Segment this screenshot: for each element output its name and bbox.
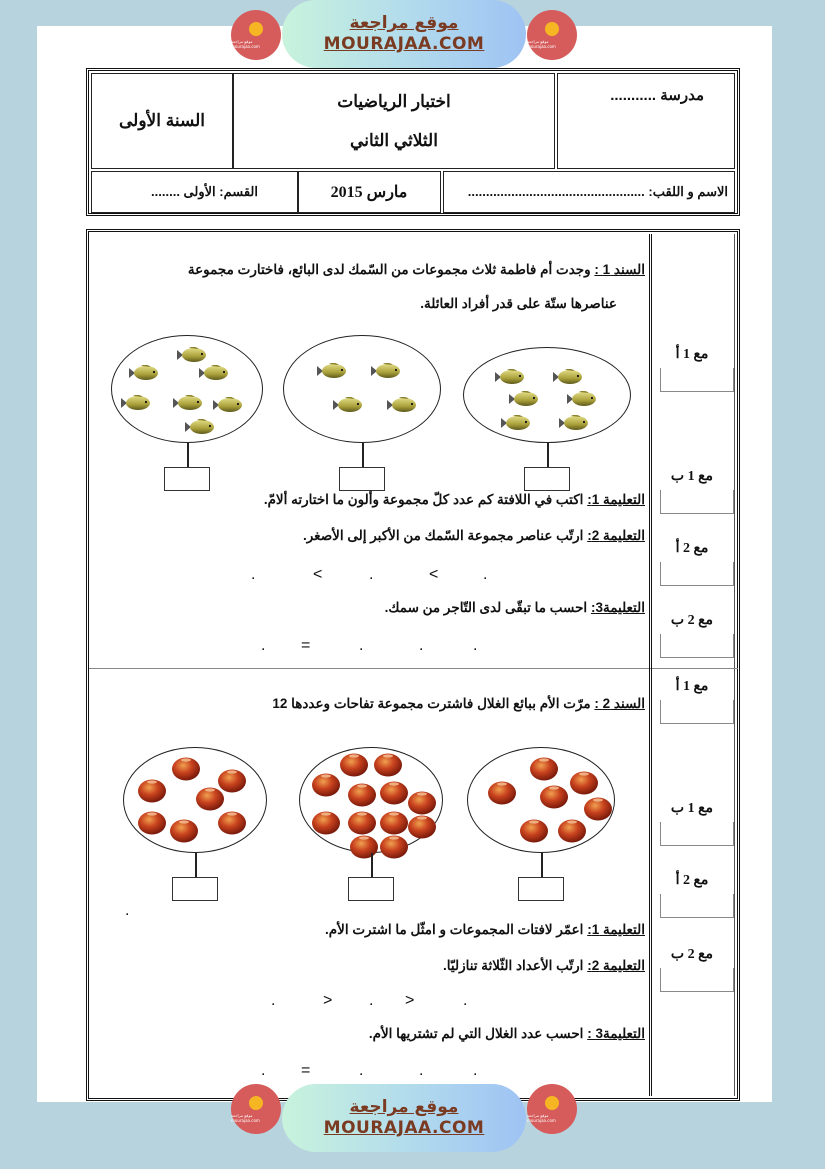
site-link[interactable]: موقع مراجعة MOURAJAA.COM <box>282 1084 526 1152</box>
fish-set-2 <box>283 335 441 443</box>
fish-icon <box>495 369 525 385</box>
exam-header <box>86 68 740 216</box>
fish-set-1 <box>111 335 263 443</box>
exam-date: مارس 2015 <box>297 171 441 213</box>
apple-icon <box>379 809 409 835</box>
apple-icon <box>529 755 559 781</box>
logo-icon <box>545 1096 559 1110</box>
logo-icon <box>249 1096 263 1110</box>
section1-order-row[interactable]: . < . < . <box>251 566 488 583</box>
exam-title-cell <box>233 73 555 169</box>
fish-icon <box>129 365 159 381</box>
exam-term: الثلاثي الثاني <box>350 130 438 150</box>
site-logo-badge[interactable]: موقع مراجعة mourajaa.com <box>231 10 281 60</box>
fish-icon <box>509 391 539 407</box>
apple-icon <box>137 809 167 835</box>
bottom-banner <box>0 1082 825 1152</box>
section2-order-row[interactable]: . > . > . <box>271 992 468 1009</box>
apple-set-1 <box>123 747 267 853</box>
section1-prompt-line2: عناصرها ستّة على قدر أفراد العائلة. <box>420 296 617 311</box>
section2-prompt: السند 2 : مرّت الأم ببائع الغلال فاشترت مجموعة تفاحات وعددها 12 <box>272 696 645 711</box>
set-count-label-box[interactable] <box>172 877 218 901</box>
score-box[interactable] <box>660 822 734 846</box>
fish-icon <box>567 391 597 407</box>
fish-icon <box>553 369 583 385</box>
fish-icon <box>333 397 363 413</box>
school-field[interactable]: مدرسة ........... <box>557 73 735 169</box>
section1-instruction-3: التعليمة3: احسب ما تبقّى لدى التّاجر من سمك. <box>384 600 645 615</box>
site-logo-badge[interactable]: موقع مراجعة mourajaa.com <box>231 1084 281 1134</box>
apple-icon <box>539 783 569 809</box>
apple-icon <box>171 755 201 781</box>
fish-icon <box>371 363 401 379</box>
apple-icon <box>487 779 517 805</box>
score-box[interactable] <box>660 562 734 586</box>
score-label: مع 1 أ <box>675 347 709 362</box>
apple-icon <box>379 833 409 859</box>
set-count-label-box[interactable] <box>348 877 394 901</box>
section1-instruction-2: التعليمة 2: ارتّب عناصر مجموعة السّمك من الأكبر إلى الأصغر. <box>302 528 645 543</box>
apple-icon <box>407 813 437 839</box>
set-count-label-box[interactable] <box>524 467 570 491</box>
score-box[interactable] <box>660 490 734 514</box>
section-divider <box>89 668 737 669</box>
apple-icon <box>519 817 549 843</box>
section1-prompt: السند 1 : وجدت أم فاطمة ثلاث مجموعات من السّمك لدى البائع، فاختارت مجموعة <box>187 262 645 277</box>
set-stem <box>371 853 373 877</box>
logo-icon <box>545 22 559 36</box>
score-box[interactable] <box>660 894 734 918</box>
set-count-label-box[interactable] <box>339 467 385 491</box>
apple-icon <box>373 751 403 777</box>
apple-set-3 <box>467 747 615 853</box>
fish-icon <box>213 397 243 413</box>
fish-icon <box>185 419 215 435</box>
set-ellipse <box>463 347 631 443</box>
score-divider <box>652 668 738 669</box>
apple-icon <box>195 785 225 811</box>
section1-calc-row[interactable]: . = . . . <box>261 637 478 654</box>
apple-icon <box>569 769 599 795</box>
site-logo-badge[interactable]: موقع مراجعة mourajaa.com <box>527 10 577 60</box>
site-logo-badge[interactable]: موقع مراجعة mourajaa.com <box>527 1084 577 1134</box>
fish-icon <box>559 415 589 431</box>
apple-icon <box>339 751 369 777</box>
exercise-area: السند 1 : وجدت أم فاطمة ثلاث مجموعات من السّمك لدى البائع، فاختارت مجموعة عناصرها ستّة على قدر أفراد العائلة. التعليمة 1: اكتب في اللافتة كم عدد كلّ مجموعة وألون ما اختارته ألامّ. التعليمة 2: ارتّب عناصر مجموعة السّمك من الأكبر إلى الأصغر. . < . < . التعليمة3: احسب ما تبقّى لدى التّاجر من سمك. . = . . . السند 2 : مرّت الأم ببائع الغلال فاشترت مجموعة تفاحات وعددها 12 . التعليمة 1: اعمّر لافتات المجموعات و امثّل ما اشترت الأم. التعليمة 2: ارتّب الأعداد الثّلاثة تنازليّا. . > . > . التعليمة3 : احسب عدد الغلال التي لم تشتريها الأم. . = . . . مع 1 أ مع 1 ب مع 2 أ مع 2 ب مع 1 أ مع 1 ب مع 2 أ مع 2 ب <box>86 229 740 1101</box>
apple-icon <box>349 833 379 859</box>
score-label: مع 1 ب <box>670 801 714 816</box>
fish-icon <box>177 347 207 363</box>
apple-icon <box>169 817 199 843</box>
score-box[interactable] <box>660 368 734 392</box>
apple-set-2 <box>299 747 443 853</box>
apple-icon <box>347 781 377 807</box>
score-label: مع 1 ب <box>670 469 714 484</box>
exam-title: اختبار الرياضيات <box>337 91 451 111</box>
grade-year: السنة الأولى <box>91 73 233 169</box>
set-count-label-box[interactable] <box>164 467 210 491</box>
apple-icon <box>137 777 167 803</box>
top-banner <box>0 0 825 70</box>
score-column <box>649 234 735 1096</box>
section2-instruction-3: التعليمة3 : احسب عدد الغلال التي لم تشتريها الأم. <box>368 1026 645 1041</box>
set-stem <box>362 443 364 467</box>
set-stem <box>195 853 197 877</box>
section2-calc-row[interactable]: . = . . . <box>261 1062 478 1079</box>
fish-icon <box>501 415 531 431</box>
student-name-field[interactable]: الاسم و اللقب: ................................................. <box>443 171 735 213</box>
fish-icon <box>121 395 151 411</box>
fish-icon <box>199 365 229 381</box>
apple-icon <box>379 779 409 805</box>
apple-icon <box>557 817 587 843</box>
fish-icon <box>317 363 347 379</box>
apple-icon <box>583 795 613 821</box>
score-label: مع 2 أ <box>675 873 709 888</box>
score-label: مع 2 ب <box>670 613 714 628</box>
set-stem <box>541 853 543 877</box>
logo-icon <box>249 22 263 36</box>
apple-icon <box>347 809 377 835</box>
section1-instruction-1: التعليمة 1: اكتب في اللافتة كم عدد كلّ مجموعة وألون ما اختارته ألامّ. <box>263 492 645 507</box>
apple-icon <box>407 789 437 815</box>
fish-set-3 <box>463 347 631 443</box>
set-stem <box>547 443 549 467</box>
set-ellipse <box>283 335 441 443</box>
apple-icon <box>217 809 247 835</box>
set-stem <box>187 443 189 467</box>
score-box[interactable] <box>660 968 734 992</box>
apple-icon <box>311 771 341 797</box>
class-field[interactable]: القسم: الأولى ........ <box>91 171 299 213</box>
score-label: مع 2 أ <box>675 541 709 556</box>
section2-instruction-2: التعليمة 2: ارتّب الأعداد الثّلاثة تنازليّا. <box>443 958 645 973</box>
apple-icon <box>311 809 341 835</box>
fish-icon <box>387 397 417 413</box>
score-label: مع 1 أ <box>675 679 709 694</box>
score-box[interactable] <box>660 700 734 724</box>
score-box[interactable] <box>660 634 734 658</box>
section2-instruction-1: التعليمة 1: اعمّر لافتات المجموعات و امثّل ما اشترت الأم. <box>325 922 645 937</box>
set-count-label-box[interactable] <box>518 877 564 901</box>
fish-icon <box>173 395 203 411</box>
score-label: مع 2 ب <box>670 947 714 962</box>
site-link[interactable]: موقع مراجعة MOURAJAA.COM <box>282 0 526 68</box>
